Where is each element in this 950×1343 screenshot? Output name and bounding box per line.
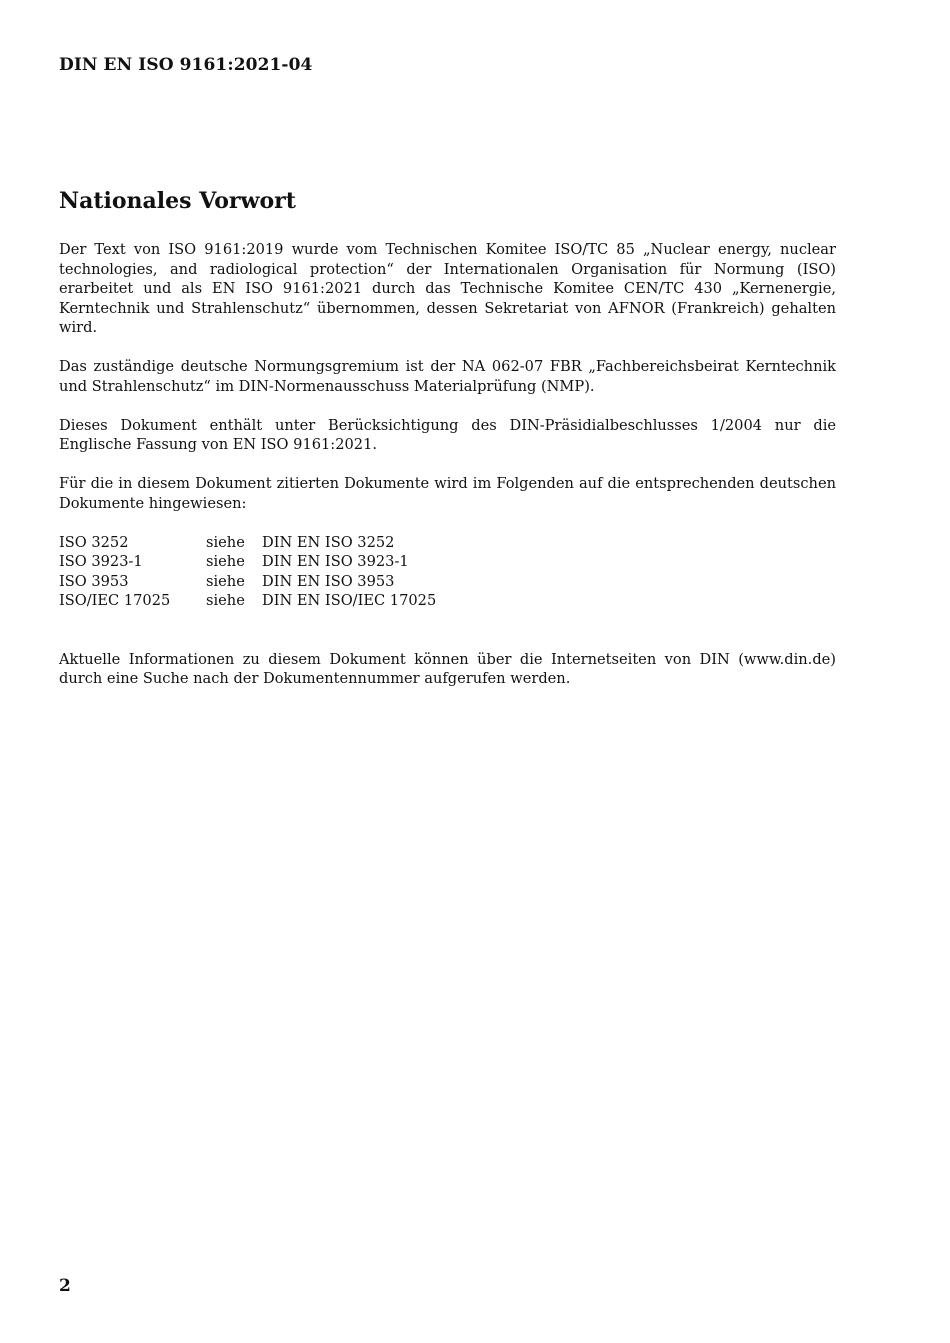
- din-reference: DIN EN ISO 3953: [262, 572, 395, 590]
- siehe-label: siehe: [206, 592, 245, 609]
- foreword-body: [59, 240, 836, 708]
- document-id-header: DIN EN ISO 9161:2021-04: [59, 55, 313, 75]
- section-title: Nationales Vorwort: [59, 188, 296, 214]
- iso-reference: ISO/IEC 17025: [59, 592, 171, 609]
- paragraph-standards-body: Das zuständige deutsche Normungsgremium ist der NA 062-07 FBR „Fachbereichsbeirat Kerntechnik und Strahlenschutz“ im DIN-Normenausschuss Materialprüfung (NMP).: [59, 358, 836, 395]
- iso-reference: ISO 3923-1: [59, 553, 143, 570]
- table-row: [59, 533, 436, 553]
- din-reference: DIN EN ISO 3923-1: [262, 553, 409, 570]
- siehe-label: siehe: [206, 572, 245, 590]
- siehe-label: siehe: [206, 553, 245, 570]
- paragraph-committee: Der Text von ISO 9161:2019 wurde vom Technischen Komitee ISO/TC 85 „Nuclear energy, nuclear technologies, and radiological protection“ der Internationalen Organisation für Normung (ISO) erarbeitet und als EN ISO 9161:2021 durch das Technische Komitee CEN/TC 430 „Kernenergie, Kerntechnik und Strahlenschutz“ übernommen, dessen Sekretariat von AFNOR (Frankreich) gehalten wird.: [59, 241, 836, 336]
- table-row: [59, 572, 436, 592]
- page-number: 2: [59, 1276, 71, 1296]
- paragraph-online-info: Aktuelle Informationen zu diesem Dokument können über die Internetseiten von DIN (www.din.de) durch eine Suche nach der Dokumentennummer aufgerufen werden.: [59, 650, 836, 687]
- siehe-label: siehe: [206, 533, 245, 551]
- din-reference: DIN EN ISO 3252: [262, 533, 395, 551]
- iso-reference: ISO 3252: [59, 533, 129, 551]
- paragraph-references-intro: Für die in diesem Dokument zitierten Dokumente wird im Folgenden auf die entsprechenden deutschen Dokumente hingewiesen:: [59, 475, 836, 512]
- reference-table: [59, 533, 436, 611]
- din-reference: DIN EN ISO/IEC 17025: [262, 592, 437, 609]
- table-row: [59, 591, 436, 611]
- paragraph-language-version: Dieses Dokument enthält unter Berücksichtigung des DIN-Präsidialbeschlusses 1/2004 nur die Englische Fassung von EN ISO 9161:2021.: [59, 416, 836, 453]
- iso-reference: ISO 3953: [59, 572, 129, 590]
- table-row: [59, 552, 436, 572]
